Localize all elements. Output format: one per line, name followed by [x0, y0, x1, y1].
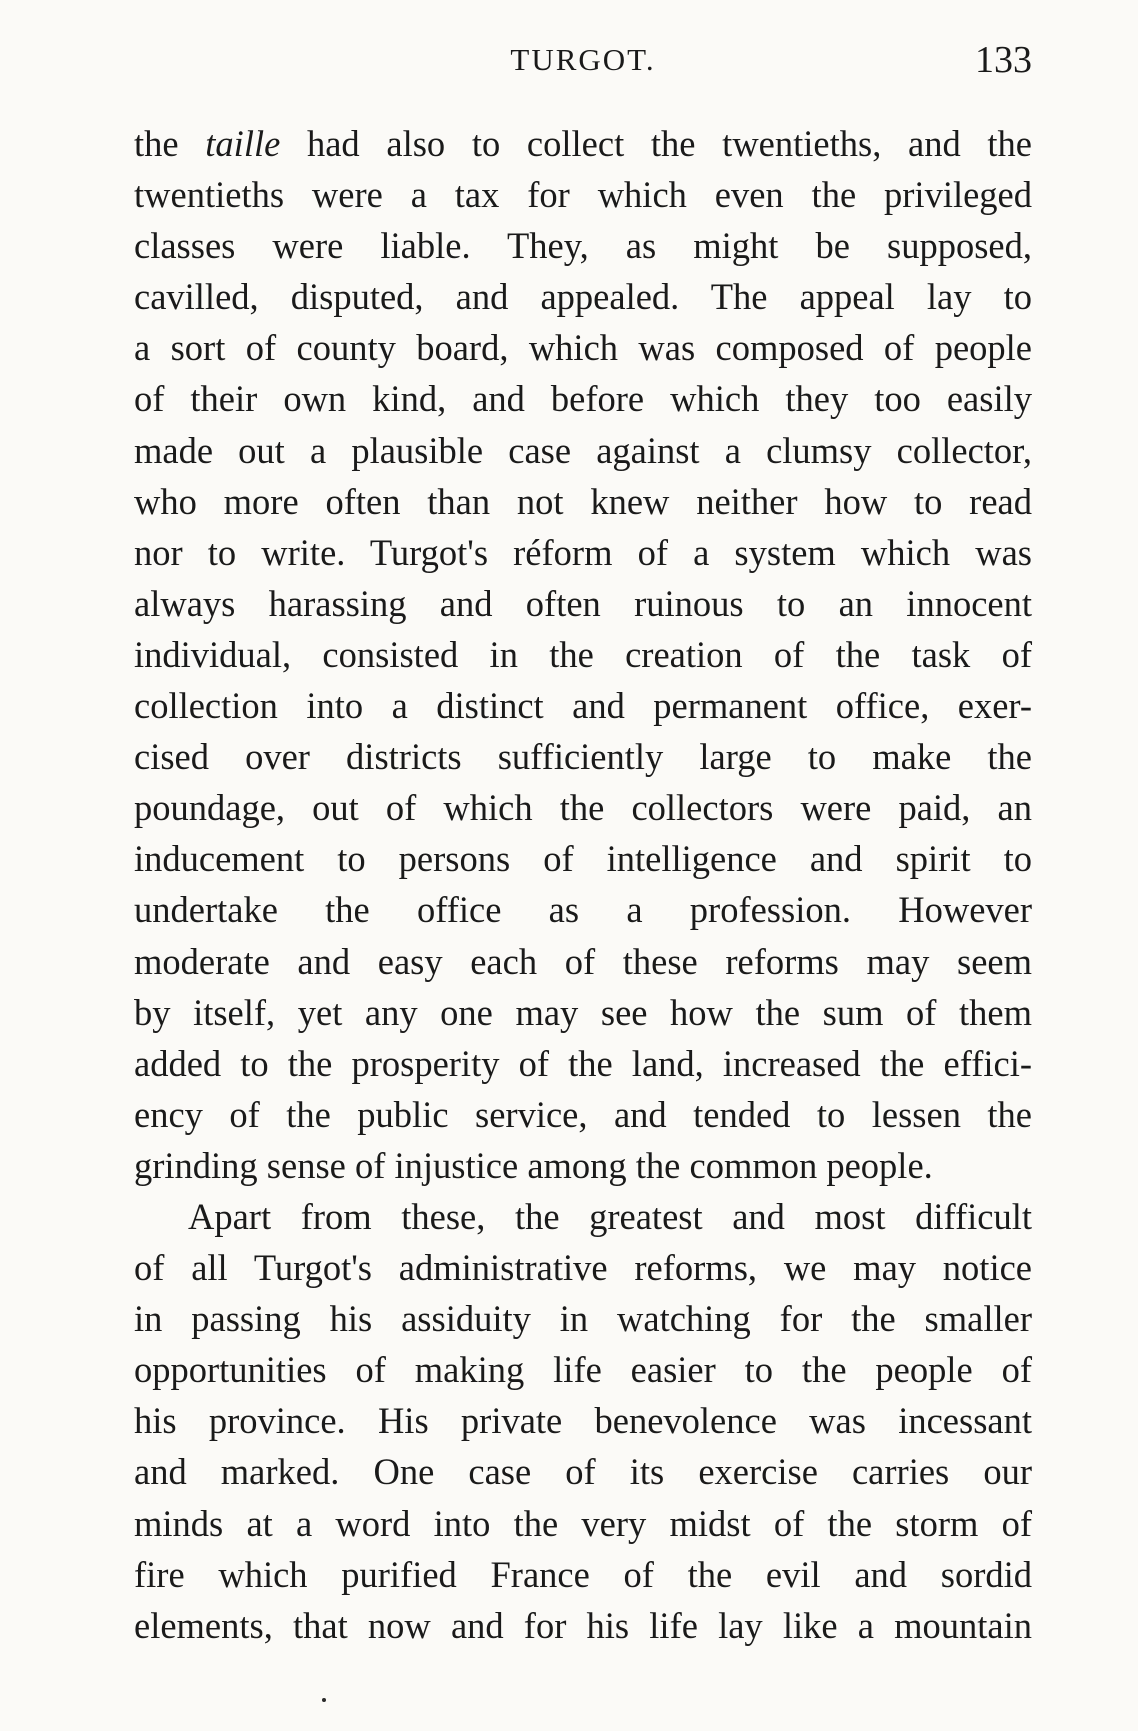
running-title: TURGOT.: [510, 42, 656, 77]
text-line: Apart from these, the greatest and most difficult: [188, 1195, 1032, 1237]
text-line: individual, consisted in the creation of the task of: [134, 633, 1032, 675]
text-line: moderate and easy each of these reforms may seem: [134, 940, 1032, 982]
text-line: inducement to persons of intelligence and spirit to: [134, 838, 1032, 880]
print-speck: [322, 1698, 326, 1702]
page-number: 133: [975, 39, 1032, 81]
running-head: [134, 39, 1032, 92]
text-line: added to the prosperity of the land, increased the effici-: [134, 1042, 1032, 1084]
text-line: cavilled, disputed, and appealed. The appeal lay to: [134, 276, 1032, 318]
text-line: of all Turgot's administrative reforms, we may notice: [134, 1247, 1032, 1289]
text-line: the taille had also to collect the twentieths, and the: [134, 123, 1032, 164]
text-line: nor to write. Turgot's réform of a system which was: [134, 531, 1032, 573]
text-line: grinding sense of injustice among the common people.: [134, 1144, 933, 1186]
emphasis-taille: taille: [205, 123, 281, 164]
text-line: cised over districts sufficiently large to make the: [134, 736, 1032, 778]
text-line: collection into a distinct and permanent office, exer-: [134, 685, 1032, 727]
text-line: by itself, yet any one may see how the sum of them: [134, 991, 1032, 1033]
text-line: elements, that now and for his life lay like a mountain: [134, 1604, 1032, 1646]
text-line: poundage, out of which the collectors were paid, an: [134, 787, 1032, 829]
text-line: his province. His private benevolence was incessant: [134, 1400, 1032, 1442]
paragraph: [134, 1191, 1032, 1651]
text-line: who more often than not knew neither how to read: [134, 480, 1032, 522]
text-line: ency of the public service, and tended to lessen the: [134, 1093, 1032, 1135]
text-line: classes were liable. They, as might be supposed,: [134, 225, 1032, 267]
text-line: minds at a word into the very midst of the storm of: [134, 1502, 1032, 1544]
paragraph: [134, 118, 1032, 1191]
text-line: in passing his assiduity in watching for the smaller: [134, 1298, 1032, 1340]
text-line: and marked. One case of its exercise carries our: [134, 1451, 1032, 1493]
text-line: twentieths were a tax for which even the privileged: [134, 174, 1032, 216]
body-text: [134, 118, 1032, 1651]
text-line: fire which purified France of the evil and sordid: [134, 1553, 1032, 1595]
text-line: of their own kind, and before which they too easily: [134, 378, 1032, 420]
text-line: undertake the office as a profession. However: [134, 889, 1032, 931]
text-line: made out a plausible case against a clumsy collector,: [134, 429, 1032, 471]
text-line: always harassing and often ruinous to an innocent: [134, 582, 1032, 624]
text-line: a sort of county board, which was composed of people: [134, 327, 1032, 369]
text-line: opportunities of making life easier to the people of: [134, 1349, 1032, 1391]
